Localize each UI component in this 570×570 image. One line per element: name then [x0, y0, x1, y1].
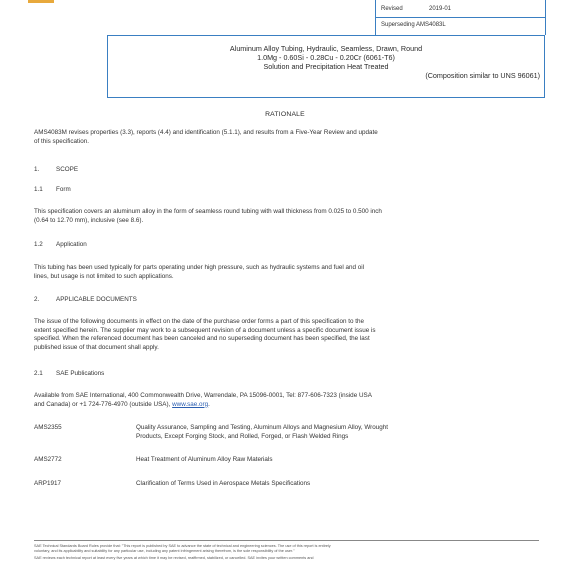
- applicable-text: [34, 318, 539, 352]
- footer-divider: [34, 540, 539, 541]
- sae-logo-fragment: [28, 0, 54, 3]
- header-divider: [375, 17, 545, 18]
- form-text-line-1: This specification covers an aluminum alloy in the form of seamless round tubing with wall thickness from 0.025 to 0.500 inch: [34, 208, 382, 215]
- section-1-1-heading: [34, 186, 71, 193]
- section-1-1-number: 1.1: [34, 186, 43, 193]
- title-line-2: 1.0Mg - 0.60Si - 0.28Cu - 0.20Cr (6061-T6): [257, 53, 395, 62]
- rationale-text: [34, 129, 539, 146]
- sae-text-line-2-suffix: .: [208, 400, 210, 408]
- application-text: [34, 264, 539, 281]
- title-line-4: (Composition similar to UNS 96061): [425, 71, 540, 80]
- section-2-1-number: 2.1: [34, 370, 43, 377]
- rationale-text-line-1: AMS4083M revises properties (3.3), reports (4.4) and identification (5.1.1), and results from a Five-Year Review and update: [34, 129, 378, 136]
- section-1-2-title: Application: [56, 241, 87, 248]
- section-1-2-number: 1.2: [34, 241, 43, 248]
- section-1-2-heading: [34, 241, 87, 248]
- rationale-text-line-2: of this specification.: [34, 137, 89, 145]
- sae-text: [34, 392, 539, 409]
- form-text-line-2: (0.64 to 12.70 mm), inclusive (see 8.6).: [34, 216, 144, 224]
- superseding-row: [381, 22, 446, 28]
- applicable-text-line-2: extent specified herein. The supplier may work to a subsequent revision of a document unless a specific document issue is: [34, 326, 376, 334]
- rationale-heading: RATIONALE: [265, 111, 305, 118]
- application-text-line-1: This tubing has been used typically for parts operating under high pressure, such as hydraulic systems and fuel and oil: [34, 264, 365, 271]
- reference-code: AMS2772: [34, 456, 62, 463]
- reference-description: Heat Treatment of Aluminum Alloy Raw Materials: [136, 456, 273, 463]
- header-left-cell: [107, 0, 376, 35]
- application-text-line-2: lines, but usage is not limited to such applications.: [34, 272, 174, 280]
- applicable-text-line-1: The issue of the following documents in effect on the date of the purchase order forms a part of this specification to the: [34, 318, 364, 325]
- reference-description-line-2: Products, Except Forging Stock, and Rolled, Forged, or Flash Welded Rings: [136, 432, 349, 440]
- header-right-cell: [375, 0, 546, 35]
- form-text: [34, 208, 539, 225]
- section-2-1-title: SAE Publications: [56, 370, 105, 377]
- revised-value: 2019-01: [429, 6, 452, 12]
- section-2-title: APPLICABLE DOCUMENTS: [56, 296, 137, 303]
- superseding-label: Superseding AMS4083L: [381, 22, 446, 28]
- section-1-number: 1.: [34, 166, 40, 173]
- section-2-number: 2.: [34, 296, 40, 303]
- reference-code: AMS2355: [34, 424, 62, 431]
- reference-description: [136, 424, 540, 441]
- title-block: [107, 35, 545, 98]
- sae-text-line-1: Available from SAE International, 400 Commonwealth Drive, Warrendale, PA 15096-0001, Tel: 877-606-7323 (inside USA: [34, 392, 372, 399]
- sae-website-link[interactable]: www.sae.org: [172, 400, 209, 408]
- footer-notice: [34, 544, 539, 561]
- footer-line-2: voluntary, and its applicability and suitability for any particular use, including any patent infringement arising therefrom, is the sole responsibility of the user.": [34, 548, 295, 553]
- section-1-heading: [34, 166, 78, 173]
- section-2-1-heading: [34, 370, 104, 377]
- applicable-text-line-3: specified. When the referenced document has been canceled and no superseding document has been specified, the last: [34, 335, 370, 343]
- title-line-1: Aluminum Alloy Tubing, Hydraulic, Seamless, Drawn, Round: [229, 44, 423, 53]
- revised-row: [381, 6, 452, 12]
- section-1-title: SCOPE: [56, 166, 79, 173]
- applicable-text-line-4: published issue of that document shall apply.: [34, 343, 159, 351]
- sae-text-line-2-prefix: and Canada) or +1 724-776-4970 (outside USA),: [34, 400, 171, 408]
- section-2-heading: [34, 296, 137, 303]
- reference-description: Clarification of Terms Used in Aerospace Metals Specifications: [136, 480, 311, 487]
- reference-description-line-1: Quality Assurance, Sampling and Testing, Aluminum Alloys and Magnesium Alloy, Wrought: [136, 424, 389, 431]
- sae-text-line-2: [34, 401, 539, 410]
- title-line-3: Solution and Precipitation Heat Treated: [263, 62, 389, 71]
- revised-label: Revised: [381, 6, 403, 12]
- reference-code: ARP1917: [34, 480, 61, 487]
- footer-line-3: SAE reviews each technical report at least every five years at which time it may be revised, reaffirmed, stabilized, or cancelled. SAE invites your written comments and: [34, 556, 314, 561]
- section-1-1-title: Form: [56, 186, 71, 193]
- footer-line-1: SAE Technical Standards Board Rules provide that: "This report is published by SAE to advance the state of technical and engineering sciences. The use of this report is entirely: [34, 544, 331, 548]
